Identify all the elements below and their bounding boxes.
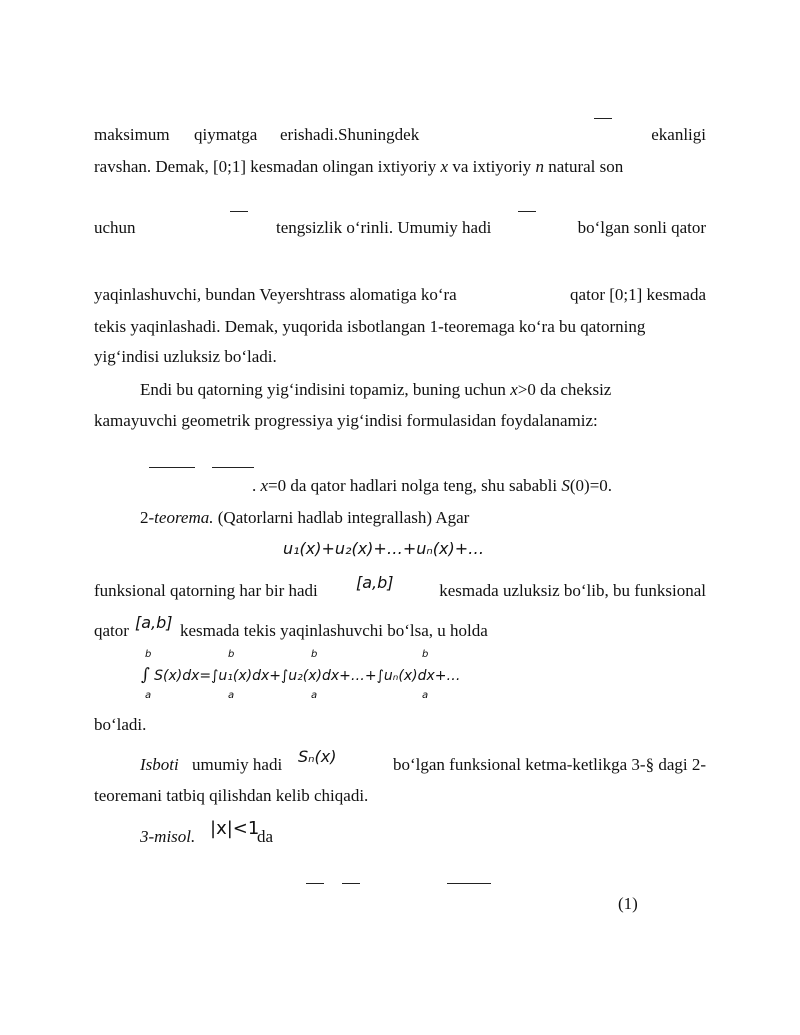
- upper-limit: b: [228, 649, 235, 660]
- line-11: [94, 620, 129, 642]
- var-S: S: [561, 476, 570, 495]
- text: da: [257, 827, 274, 846]
- text: uchun: [94, 218, 136, 237]
- text: tengsizlik o‘rinli. Umumiy hadi: [276, 218, 492, 237]
- example-label: 3-misol.: [140, 827, 196, 846]
- fraction-bar: [518, 211, 536, 212]
- line-7: [140, 379, 706, 401]
- theorem-word: teorema.: [154, 508, 214, 527]
- text-part: natural son: [543, 157, 624, 176]
- text: Shuningdek: [338, 125, 420, 144]
- text-part: va ixtiyoriy: [448, 157, 536, 176]
- proof-word: Isboti: [140, 755, 179, 774]
- fraction-bar: [212, 467, 254, 468]
- text: umumiy hadi: [192, 755, 283, 774]
- text-part: Endi bu qatorning yig‘indisini topamiz, buning uchun: [140, 380, 511, 399]
- fraction-bar: [447, 883, 491, 884]
- integral-sign: ∫: [141, 665, 150, 685]
- var-x: x: [510, 380, 518, 399]
- text: tekis yaqinlashadi. Demak, yuqorida isbotlangan 1-teoremaga ko‘ra bu qatorning: [94, 317, 646, 336]
- var-x: x: [440, 157, 449, 176]
- text: [140, 379, 611, 401]
- text-part: ravshan. Demak, [0;1] kesmadan olingan ixtiyoriy: [94, 157, 441, 176]
- interval: [a,b]: [135, 613, 173, 632]
- lower-limit: a: [145, 690, 152, 701]
- interval: [a,b]: [356, 573, 394, 592]
- integral-formula-body: S(x)dx=∫u₁(x)dx+∫u₂(x)dx+…+∫uₙ(x)dx+…: [154, 668, 461, 684]
- theorem-text: (Qatorlarni hadlab integrallash) Agar: [213, 508, 470, 527]
- line-9: [252, 475, 612, 497]
- fraction-bar: [149, 467, 195, 468]
- text-part: .: [252, 476, 261, 495]
- fraction-bar: [594, 118, 612, 119]
- condition: |x|<1: [210, 818, 260, 839]
- text: bo‘lgan funksional ketma-ketlikga 3-§ dagi 2-: [393, 755, 706, 774]
- text: kesmada tekis yaqinlashuvchi bo‘lsa, u holda: [180, 621, 488, 640]
- text-part: >0 da cheksiz: [517, 380, 612, 399]
- var-x: x: [260, 476, 269, 495]
- text: yaqinlashuvchi, bundan Veyershtrass alomatiga ko‘ra: [94, 285, 457, 304]
- text: yig‘indisi uzluksiz bo‘ladi.: [94, 347, 277, 366]
- theorem-number: 2-: [140, 508, 155, 527]
- fraction-bar: [230, 211, 248, 212]
- text: bo‘lgan sonli qator: [577, 218, 706, 237]
- text: teoremani tatbiq qilishdan kelib chiqadi.: [94, 786, 369, 805]
- sn-formula: Sₙ(x): [298, 747, 337, 766]
- line-2: [94, 156, 706, 178]
- lower-limit: a: [228, 690, 235, 701]
- fraction-bar: [342, 883, 360, 884]
- text: funksional qatorning har bir hadi: [94, 581, 318, 600]
- proof-line-2: [94, 785, 368, 807]
- integral-formula: [141, 664, 460, 687]
- text: qator: [94, 621, 129, 640]
- text-part: (0)=0.: [569, 476, 613, 495]
- equation-number: (1): [618, 894, 638, 913]
- theorem-heading: [140, 507, 469, 529]
- text: bo‘ladi.: [94, 715, 147, 734]
- line-8: [94, 410, 598, 432]
- text: qiymatga: [194, 125, 258, 144]
- upper-limit: b: [311, 649, 318, 660]
- text: [94, 156, 623, 178]
- lower-limit: a: [422, 690, 429, 701]
- line-5: [94, 316, 645, 338]
- upper-limit: b: [145, 649, 152, 660]
- series-formula: u₁(x)+u₂(x)+…+uₙ(x)+…: [283, 539, 485, 558]
- text: qator [0;1] kesmada: [570, 285, 706, 304]
- text: ekanligi: [651, 125, 706, 144]
- upper-limit: b: [422, 649, 429, 660]
- text: maksimum: [94, 125, 170, 144]
- lower-limit: a: [311, 690, 318, 701]
- text: kamayuvchi geometrik progressiya yig‘indisi formulasidan foydalanamiz:: [94, 411, 598, 430]
- text: kesmada uzluksiz bo‘lib, bu funksional: [439, 581, 706, 600]
- var-n: n: [535, 157, 544, 176]
- line-6: [94, 346, 277, 368]
- fraction-bar: [306, 883, 324, 884]
- text-part: =0 da qator hadlari nolga teng, shu sababli: [268, 476, 562, 495]
- example-line: [140, 826, 195, 848]
- text: erishadi.: [280, 125, 339, 144]
